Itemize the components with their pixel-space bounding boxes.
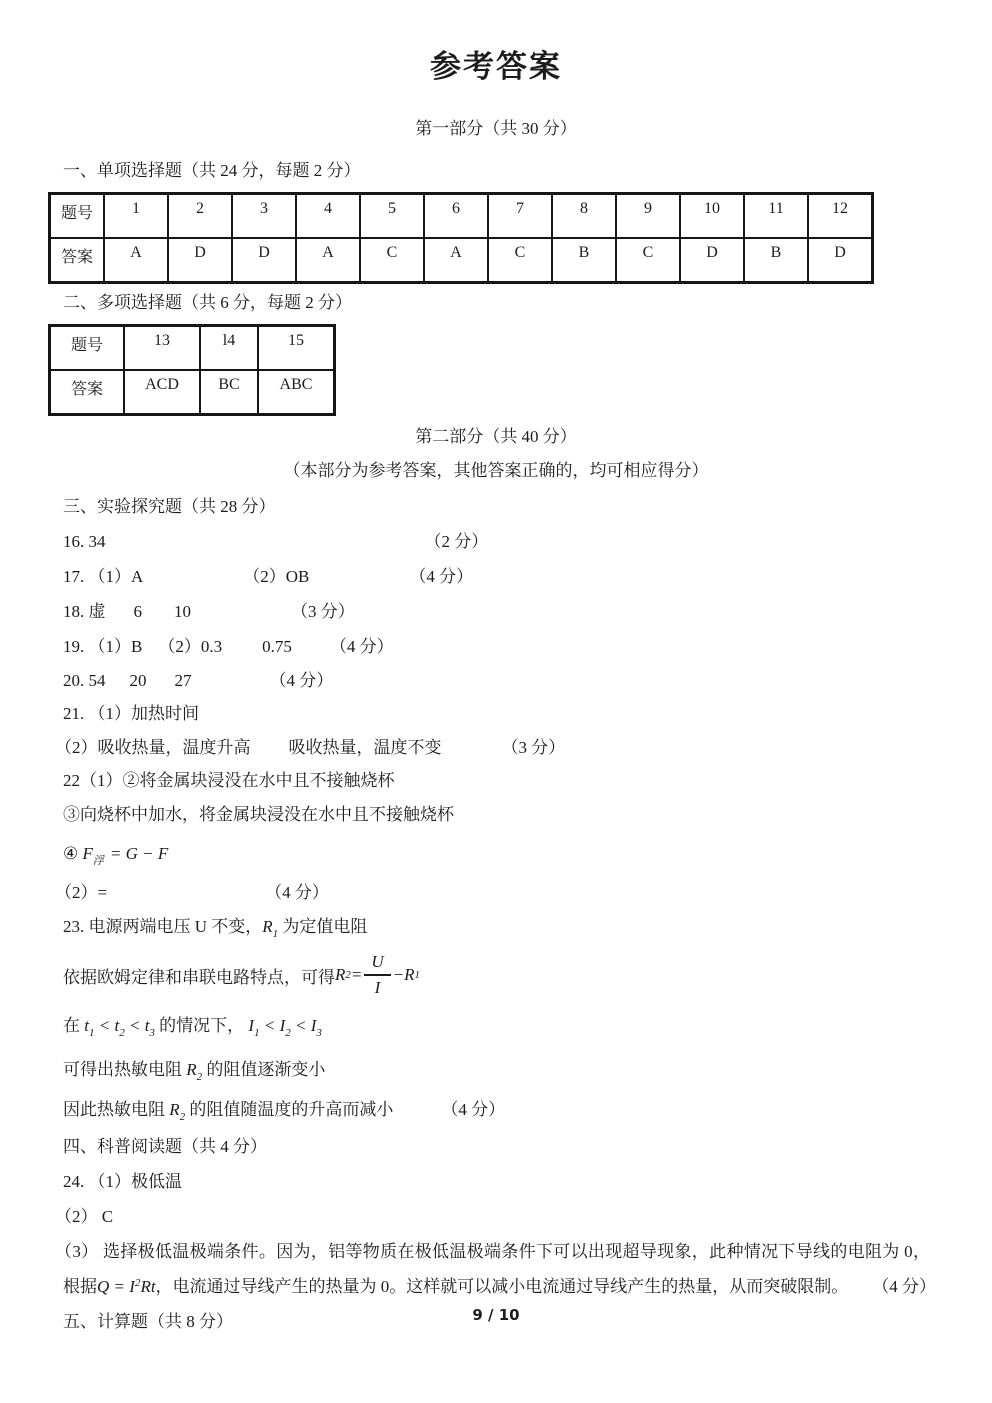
answer-text: 19. （1）B — [63, 637, 143, 656]
math-less-than: < — [94, 1016, 115, 1035]
score-label: （4 分） — [872, 1277, 937, 1296]
row-header-number: 题号 — [50, 326, 125, 371]
single-choice-answer-table — [48, 192, 874, 284]
answer-line-22-2: ③向烧杯中加水，将金属块浸没在水中且不接触烧杯 — [63, 805, 454, 824]
section3-title: 三、实验探究题（共 28 分） — [63, 497, 276, 516]
answer-text: 16. 34 — [63, 532, 106, 551]
math-subscript-2: 2 — [179, 1111, 186, 1123]
math-minus: − — [392, 965, 405, 984]
answer-value: B — [552, 238, 616, 283]
question-number: 10 — [680, 194, 744, 239]
answer-value: D — [680, 238, 744, 283]
part1-heading: 第一部分（共 30 分） — [415, 119, 577, 138]
answer-value: D — [168, 238, 232, 283]
spacer — [442, 752, 502, 753]
answer-line-23-2-formula: 依据欧姆定律和串联电路特点，可得 R 2 = $\frac{U}{I}$ − R 1 — [63, 952, 421, 997]
math-subscript-2: 2 — [285, 1027, 291, 1039]
answer-text: 在 — [63, 1016, 85, 1035]
answer-text: 23. 电源两端电压 U 不变， — [63, 917, 263, 936]
answer-line-23-3 — [63, 1012, 992, 1040]
answer-line-22-1: 22（1）②将金属块浸没在水中且不接触烧杯 — [63, 771, 395, 790]
answer-text: 吸收热量，温度不变 — [288, 738, 442, 757]
spacer — [147, 685, 175, 686]
answer-text: 依据欧姆定律和串联电路特点，可得 — [63, 967, 335, 987]
question-number: 1 — [104, 194, 168, 239]
answer-line-23-1 — [63, 914, 992, 940]
spacer — [106, 616, 134, 617]
answer-line-23-5 — [63, 1096, 992, 1124]
page-number: 9 / 10 — [472, 1306, 520, 1324]
score-label: （4 分） — [269, 671, 334, 690]
answer-text: （2）吸收热量，温度升高 — [55, 738, 251, 757]
math-subscript-fu: 浮 — [92, 855, 104, 867]
math-subscript-2: 2 — [196, 1071, 203, 1083]
answer-text: 0.75 — [262, 637, 292, 656]
score-label: （4 分） — [441, 1100, 506, 1119]
answer-value: A — [296, 238, 360, 283]
spacer — [251, 752, 289, 753]
question-number: 11 — [744, 194, 808, 239]
score-label: （4 分） — [329, 637, 394, 656]
spacer — [106, 546, 425, 547]
answer-value: ABC — [258, 370, 335, 415]
answer-text: 20 — [129, 671, 147, 690]
answer-line-17 — [63, 564, 992, 590]
answer-line-22-4 — [55, 880, 992, 906]
score-label: （4 分） — [409, 567, 474, 586]
answer-line-24-1: 24. （1）极低温 — [63, 1172, 182, 1191]
answer-line-24-2: （2） C — [55, 1207, 114, 1226]
spacer — [393, 1114, 441, 1115]
answer-text: 6 — [133, 602, 142, 621]
spacer — [848, 1291, 872, 1292]
row-header-answer: 答案 — [50, 238, 105, 283]
answer-line-24-4 — [63, 1274, 992, 1300]
math-subscript-1: 1 — [272, 928, 279, 940]
answer-value: B — [744, 238, 808, 283]
score-label: （4 分） — [265, 883, 329, 902]
math-superscript-2: 2 — [134, 1277, 141, 1289]
math-Rt: Rt — [140, 1277, 156, 1296]
multi-choice-answer-table — [48, 324, 336, 416]
answer-value: C — [616, 238, 680, 283]
fraction-numerator: U — [364, 952, 390, 976]
answer-value: ACD — [124, 370, 200, 415]
table-row-numbers — [50, 326, 335, 371]
answer-text: 17. （1）A — [63, 567, 144, 586]
math-subscript-3: 3 — [316, 1027, 322, 1039]
math-subscript-2: 2 — [119, 1027, 125, 1039]
spacer — [106, 685, 130, 686]
math-I: I — [279, 1016, 286, 1035]
spacer — [107, 897, 265, 898]
math-subscript-1: 1 — [88, 1027, 95, 1039]
answer-line-24-3: （3） 选择极低温极端条件。因为，铝等物质在极低温极端条件下可以出现超导现象，此种情况下导线的电阻为 0， — [55, 1242, 930, 1261]
row-header-number: 题号 — [50, 194, 105, 239]
section5-title: 五、计算题（共 8 分） — [63, 1312, 233, 1331]
question-number: 7 — [488, 194, 552, 239]
math-less-than: < — [259, 1016, 280, 1035]
question-number: 3 — [232, 194, 296, 239]
math-R: R — [404, 965, 415, 984]
math-equals-G-minus-F: = G − F — [109, 844, 169, 863]
answer-value: A — [424, 238, 488, 283]
answer-text: 10 — [174, 602, 191, 621]
math-R: R — [335, 965, 346, 984]
question-number: 15 — [258, 326, 335, 371]
answer-text: 因此热敏电阻 — [63, 1100, 170, 1119]
answer-text: 为定值电阻 — [278, 917, 368, 936]
answer-text: ，电流通过导线产生的热量为 0。这样就可以减小电流通过导线产生的热量，从而突破限制。 — [155, 1277, 849, 1296]
spacer — [142, 616, 174, 617]
answer-line-18 — [63, 599, 992, 625]
part2-note: （本部分为参考答案，其他答案正确的，均可相应得分） — [283, 461, 709, 480]
math-Q: Q — [97, 1277, 110, 1296]
table-row-answers — [50, 238, 873, 283]
answer-line-16 — [63, 529, 992, 555]
answer-text: （2）OB — [243, 567, 310, 586]
answer-text: （2）= — [55, 883, 108, 902]
question-number: 6 — [424, 194, 488, 239]
fraction-denominator: I — [374, 978, 381, 997]
question-number: 13 — [124, 326, 200, 371]
row-header-answer: 答案 — [50, 370, 125, 415]
answer-value: A — [104, 238, 168, 283]
answer-text: 20. 54 — [63, 671, 106, 690]
score-label: （3 分） — [291, 602, 355, 621]
answer-text: 18. 虚 — [63, 602, 106, 621]
answer-text: 的阻值随温度的升高而减小 — [185, 1100, 394, 1119]
answer-text: 的阻值逐渐变小 — [202, 1060, 326, 1079]
spacer — [222, 651, 262, 652]
math-I: I — [248, 1016, 255, 1035]
math-R: R — [169, 1100, 180, 1119]
math-less-than: < — [124, 1016, 145, 1035]
spacer — [142, 651, 158, 652]
spacer — [191, 616, 291, 617]
spacer — [309, 581, 409, 582]
math-equals: = — [109, 1277, 130, 1296]
answer-value: C — [360, 238, 424, 283]
math-t: t — [144, 1016, 150, 1035]
fraction-U-over-I — [364, 952, 390, 998]
answer-text: 的情况下， — [154, 1016, 249, 1035]
math-equals: = — [350, 965, 363, 984]
answer-text: （2）0.3 — [158, 637, 223, 656]
answer-value: D — [808, 238, 873, 283]
score-label: （3 分） — [501, 738, 566, 757]
math-less-than: < — [290, 1016, 311, 1035]
table-row-answers — [50, 370, 335, 415]
question-number: l4 — [200, 326, 258, 371]
answer-value: C — [488, 238, 552, 283]
question-number: 12 — [808, 194, 873, 239]
question-number: 4 — [296, 194, 360, 239]
spacer — [143, 581, 243, 582]
spacer — [292, 651, 330, 652]
math-R: R — [186, 1060, 197, 1079]
answer-line-20 — [63, 668, 992, 694]
score-label: （2 分） — [424, 532, 489, 551]
section1-title: 一、单项选择题（共 24 分，每题 2 分） — [63, 161, 361, 180]
math-R: R — [262, 917, 273, 936]
answer-text: 27 — [174, 671, 192, 690]
math-I: I — [129, 1277, 135, 1296]
math-subscript-3: 3 — [149, 1027, 155, 1039]
question-number: 8 — [552, 194, 616, 239]
table-row-numbers — [50, 194, 873, 239]
answer-value: D — [232, 238, 296, 283]
spacer — [192, 685, 270, 686]
question-number: 2 — [168, 194, 232, 239]
math-F: F — [82, 844, 93, 863]
math-t: t — [84, 1016, 89, 1035]
answer-line-21-2 — [55, 735, 992, 761]
math-t: t — [114, 1016, 120, 1035]
question-number: 5 — [360, 194, 424, 239]
answer-line-23-4 — [63, 1056, 992, 1084]
answer-line-19 — [63, 634, 992, 660]
section4-title: 四、科普阅读题（共 4 分） — [63, 1137, 267, 1156]
part2-heading: 第二部分（共 40 分） — [415, 427, 577, 446]
math-subscript-1: 1 — [254, 1027, 260, 1039]
circled-4-marker: ④ — [63, 844, 83, 863]
answer-line-21-1: 21. （1）加热时间 — [63, 704, 199, 723]
document-title: 参考答案 — [430, 49, 562, 84]
answer-text: 可得出热敏电阻 — [63, 1060, 187, 1079]
question-number: 9 — [616, 194, 680, 239]
section2-title: 二、多项选择题（共 6 分，每题 2 分） — [63, 293, 352, 312]
answer-line-22-3-formula — [63, 836, 992, 872]
answer-value: BC — [200, 370, 258, 415]
answer-text: 根据 — [63, 1277, 97, 1296]
math-I: I — [310, 1016, 317, 1035]
